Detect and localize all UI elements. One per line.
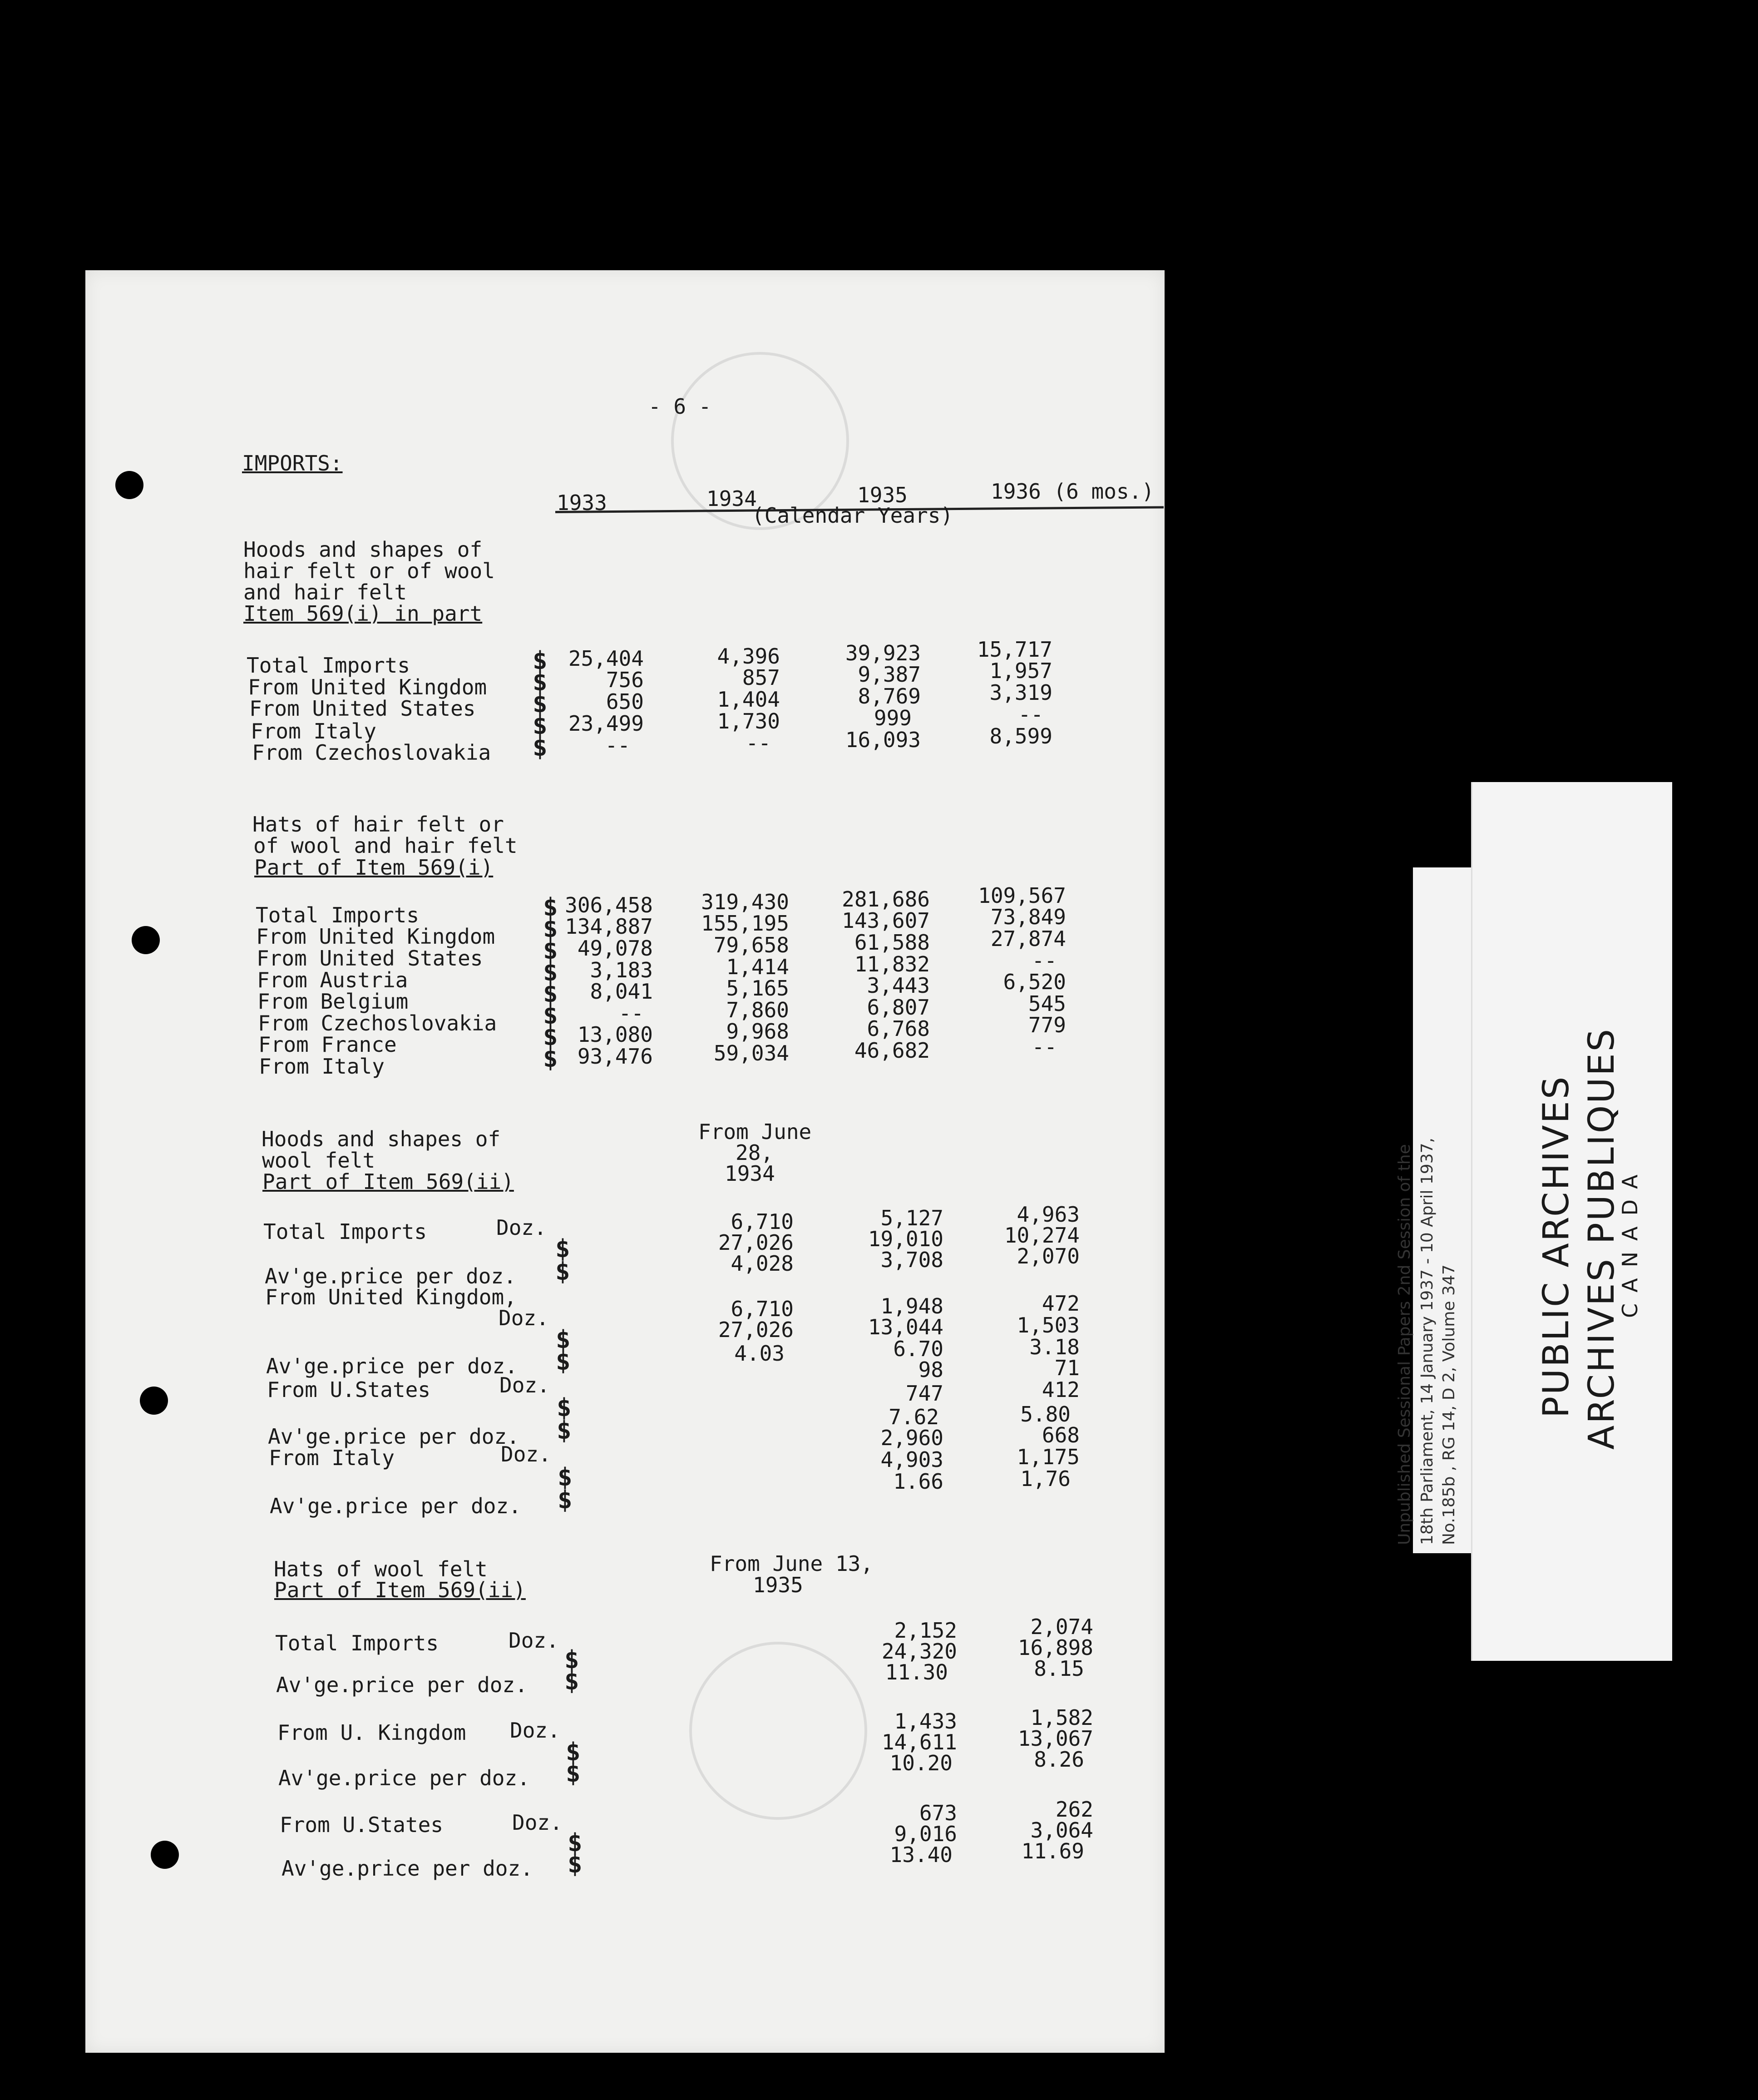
value-1934: 1,404 — [717, 687, 780, 712]
value-1935: 999 — [874, 706, 912, 730]
value-1936: 1,957 — [989, 659, 1052, 683]
value-1935: 13,044 — [868, 1315, 943, 1339]
value-1936: 11.69 — [1021, 1839, 1084, 1863]
value-1935: 10.20 — [889, 1751, 953, 1775]
value-1934: 1,414 — [726, 955, 789, 979]
value-1935: 11.30 — [885, 1660, 948, 1684]
row-label: From United Kingdom — [248, 675, 487, 699]
value-1934: 4.03 — [734, 1341, 785, 1366]
archives-publiques-text: ARCHIVES PUBLIQUES — [1581, 1027, 1622, 1450]
row-label: Total Imports — [275, 1631, 439, 1655]
value-1934: 319,430 — [701, 890, 789, 914]
value-1935: 16,093 — [845, 728, 921, 752]
value-1934: -- — [746, 731, 771, 755]
punch-hole — [151, 1841, 179, 1869]
value-1934: 857 — [742, 665, 780, 690]
value-1933: -- — [618, 1001, 644, 1025]
value-1933: -- — [605, 733, 630, 758]
value-1936: 13,067 — [1017, 1726, 1093, 1751]
dollar-sign: $ — [556, 1325, 571, 1354]
value-1934: 27,026 — [718, 1317, 794, 1342]
value-1934: 59,034 — [713, 1041, 789, 1065]
value-1936: 545 — [1028, 991, 1066, 1016]
year-1935: 1935 — [857, 483, 908, 507]
punch-hole — [115, 471, 143, 499]
section-title-line: Hoods and shapes of — [243, 537, 483, 562]
value-1935: 3,708 — [880, 1248, 943, 1272]
dollar-sign: $ — [543, 1022, 558, 1051]
from-date-note: 1934 — [725, 1161, 775, 1186]
value-1935: 39,923 — [845, 641, 921, 665]
from-date-note: 28, — [736, 1140, 774, 1165]
canada-text: CANADA — [1618, 1164, 1642, 1318]
row-label: Av'ge.price per doz. — [276, 1673, 528, 1697]
value-1936: 3,064 — [1030, 1818, 1093, 1842]
section-title-line: Hats of wool felt — [274, 1557, 488, 1581]
row-label: From Austria — [257, 968, 408, 992]
value-1935: 4,903 — [880, 1447, 943, 1472]
from-date-note: From June — [698, 1119, 812, 1144]
dollar-sign: $ — [543, 979, 558, 1008]
value-1933: 3,183 — [590, 958, 653, 982]
value-1936: 5.80 — [1020, 1402, 1071, 1426]
value-1934: 7,860 — [726, 998, 789, 1022]
dollar-sign: $ — [543, 936, 558, 965]
value-1933: 25,404 — [568, 646, 644, 671]
value-1936: 2,074 — [1030, 1615, 1093, 1639]
section-title-line: Hats of hair felt or — [252, 812, 504, 837]
value-1935: 1,433 — [894, 1709, 957, 1733]
value-1936: 71 — [1054, 1356, 1080, 1380]
value-1935: 6,807 — [867, 995, 930, 1020]
row-label: From Czechoslovakia — [258, 1011, 497, 1035]
archive-citation-line: 18th Parliament, 14 January 1937 - 10 April 1937, — [1418, 1138, 1437, 1545]
value-1936: 16,898 — [1017, 1635, 1093, 1660]
section-title-line: hair felt or of wool — [243, 559, 495, 583]
value-1935: 6,768 — [867, 1016, 930, 1041]
section-title-line: Hoods and shapes of — [262, 1127, 501, 1151]
value-1936: 668 — [1042, 1423, 1080, 1447]
value-1935: 3,443 — [867, 973, 930, 998]
dollar-sign: $ — [566, 1759, 581, 1788]
section-title-line: wool felt — [262, 1148, 375, 1173]
year-1933: 1933 — [557, 490, 607, 515]
public-archives-text: PUBLIC ARCHIVES — [1536, 1075, 1577, 1418]
value-1935: 2,152 — [894, 1618, 957, 1643]
row-label: From United States — [249, 696, 476, 721]
value-1935: 281,686 — [842, 887, 930, 911]
row-label: Av'ge.price per doz. — [265, 1264, 516, 1288]
archive-label — [1395, 782, 1672, 1661]
value-1935: 673 — [919, 1801, 957, 1825]
year-1936: 1936 (6 mos.) — [991, 479, 1155, 504]
row-label: From Czechoslovakia — [252, 740, 491, 765]
value-1936: 109,567 — [978, 883, 1066, 908]
row-label: From United States — [257, 946, 483, 971]
section-item-ref: Item 569(i) in part — [243, 601, 483, 626]
unit-doz: Doz. — [496, 1215, 547, 1240]
value-1933: 650 — [606, 689, 644, 714]
value-1933: 306,458 — [565, 893, 653, 917]
unit-doz: Doz. — [499, 1373, 550, 1397]
value-1935: 1,948 — [880, 1294, 943, 1318]
value-1936: 3.18 — [1029, 1335, 1080, 1359]
dollar-sign: $ — [564, 1645, 579, 1674]
value-1936: 4,963 — [1017, 1202, 1080, 1227]
dollar-sign: $ — [555, 1257, 570, 1286]
dollar-sign: $ — [557, 1393, 572, 1422]
value-1936: 1,503 — [1017, 1313, 1080, 1337]
value-1935: 13.40 — [889, 1842, 953, 1867]
row-label: Total Imports — [263, 1219, 427, 1244]
value-1933: 134,887 — [565, 914, 653, 939]
dollar-sign: $ — [568, 1828, 583, 1857]
value-1936: 1,582 — [1030, 1705, 1093, 1730]
unit-doz: Doz. — [499, 1306, 549, 1330]
dollar-sign: $ — [558, 1463, 573, 1491]
punch-hole — [140, 1387, 168, 1415]
dollar-sign: $ — [543, 1001, 558, 1030]
row-label: From France — [258, 1032, 397, 1057]
dollar-sign: $ — [557, 1416, 572, 1445]
row-label: Av'ge.price per doz. — [278, 1766, 530, 1790]
value-1934: 5,165 — [726, 976, 789, 1000]
value-1935: 19,010 — [868, 1227, 943, 1251]
value-1933: 49,078 — [577, 936, 653, 961]
row-label: From U.States — [280, 1813, 444, 1837]
from-date-note: 1935 — [753, 1573, 803, 1597]
from-date-note: From June 13, — [710, 1551, 874, 1576]
page-number: - 6 - — [648, 394, 711, 419]
archive-citation-line: No.185b , RG 14, D 2, Volume 347 — [1440, 1264, 1458, 1545]
value-1935: 61,588 — [854, 930, 930, 955]
section-item-ref: Part of Item 569(ii) — [274, 1578, 526, 1602]
value-1935: 9,016 — [894, 1822, 957, 1846]
value-1934: 6,710 — [731, 1209, 794, 1234]
dollar-sign: $ — [543, 958, 558, 986]
unit-doz: Doz. — [509, 1628, 559, 1653]
unit-doz: Doz. — [510, 1718, 560, 1743]
row-label: From United Kingdom — [256, 924, 495, 949]
value-1933: 23,499 — [568, 711, 644, 736]
value-1936: 10,274 — [1004, 1223, 1080, 1248]
section-title-line: and hair felt — [243, 580, 407, 604]
section-item-ref: Part of Item 569(i) — [254, 855, 494, 880]
value-1936: -- — [1032, 1035, 1057, 1059]
year-1934: 1934 — [706, 486, 757, 511]
dollar-sign: $ — [564, 1667, 579, 1695]
row-label: From Italy — [269, 1446, 395, 1470]
row-label: From United Kingdom, — [265, 1285, 517, 1309]
dollar-sign: $ — [533, 668, 548, 696]
calendar-years-note: (Calendar Years) — [752, 503, 953, 528]
dollar-sign: $ — [558, 1486, 573, 1514]
value-1935: 747 — [905, 1381, 943, 1406]
archive-citation-line: Unpublished Sessional Papers 2nd Session of the — [1395, 1144, 1414, 1545]
row-label: From Italy — [259, 1054, 385, 1079]
section-title-line: of wool and hair felt — [253, 833, 518, 858]
row-label: Av'ge.price per doz. — [270, 1494, 521, 1518]
value-1936: 8.26 — [1034, 1747, 1084, 1772]
dollar-sign: $ — [556, 1347, 571, 1376]
value-1936: 8,599 — [989, 724, 1052, 748]
dollar-sign: $ — [568, 1850, 583, 1878]
unit-doz: Doz. — [512, 1810, 563, 1835]
value-1935: 46,682 — [854, 1038, 930, 1063]
value-1935: 24,320 — [881, 1639, 957, 1664]
punch-hole — [132, 926, 160, 954]
value-1935: 11,832 — [854, 952, 930, 976]
row-label: Total Imports — [247, 653, 410, 678]
value-1935: 14,611 — [881, 1730, 957, 1754]
value-1936: 73,849 — [990, 905, 1066, 929]
unit-doz: Doz. — [501, 1442, 551, 1466]
dollar-sign: $ — [533, 689, 548, 718]
value-1935: 5,127 — [880, 1206, 943, 1230]
dollar-sign: $ — [543, 893, 558, 921]
dollar-sign: $ — [543, 1044, 558, 1073]
value-1936: 6,520 — [1003, 970, 1066, 994]
row-label: Av'ge.price per doz. — [268, 1424, 519, 1449]
value-1935: 98 — [918, 1357, 943, 1382]
dollar-sign: $ — [533, 646, 548, 675]
row-label: Av'ge.price per doz. — [266, 1354, 518, 1378]
value-1936: 27,874 — [990, 926, 1066, 951]
value-1933: 8,041 — [590, 979, 653, 1004]
row-label: From U. Kingdom — [277, 1720, 466, 1745]
value-1935: 1.66 — [893, 1469, 943, 1494]
row-label: Av'ge.price per doz. — [281, 1856, 533, 1881]
value-1936: 1,76 — [1020, 1466, 1071, 1491]
faint-stamp — [689, 1642, 867, 1820]
imports-heading: IMPORTS: — [242, 451, 343, 475]
value-1936: 262 — [1055, 1797, 1093, 1822]
document-page — [85, 270, 1165, 2053]
value-1936: -- — [1018, 702, 1043, 727]
value-1936: 1,175 — [1017, 1445, 1080, 1469]
value-1934: 27,026 — [718, 1230, 794, 1255]
value-1936: 15,717 — [977, 637, 1052, 662]
value-1933: 93,476 — [577, 1044, 653, 1069]
row-label: From Belgium — [257, 989, 409, 1014]
value-1935: 2,960 — [880, 1426, 943, 1450]
value-1934: 9,968 — [726, 1019, 789, 1044]
dollar-sign: $ — [566, 1738, 581, 1766]
row-label: From Italy — [251, 719, 376, 743]
value-1936: 2,070 — [1017, 1244, 1080, 1268]
value-1934: 79,658 — [713, 933, 789, 957]
value-1934: 4,028 — [731, 1251, 794, 1276]
value-1935: 8,769 — [858, 684, 921, 708]
value-1933: 13,080 — [577, 1022, 653, 1047]
value-1935: 7.62 — [889, 1405, 939, 1429]
value-1934: 155,195 — [701, 911, 789, 936]
row-label: From U.States — [267, 1377, 431, 1402]
value-1934: 4,396 — [717, 644, 780, 669]
value-1935: 6.70 — [893, 1337, 943, 1361]
dollar-sign: $ — [533, 711, 548, 740]
value-1936: 779 — [1028, 1013, 1066, 1037]
row-label: Total Imports — [256, 903, 420, 927]
value-1936: 412 — [1042, 1377, 1080, 1402]
value-1934: 1,730 — [717, 709, 780, 733]
value-1935: 9,387 — [858, 662, 921, 687]
dollar-sign: $ — [555, 1234, 570, 1263]
value-1936: -- — [1032, 948, 1057, 973]
value-1936: 8.15 — [1034, 1656, 1084, 1681]
dollar-sign: $ — [533, 733, 548, 762]
value-1936: 3,319 — [989, 680, 1052, 705]
dollar-sign: $ — [543, 914, 558, 943]
value-1934: 6,710 — [731, 1297, 794, 1321]
value-1935: 143,607 — [842, 908, 930, 933]
section-item-ref: Part of Item 569(ii) — [262, 1169, 514, 1194]
value-1936: 472 — [1042, 1291, 1080, 1316]
value-1933: 756 — [606, 668, 644, 692]
